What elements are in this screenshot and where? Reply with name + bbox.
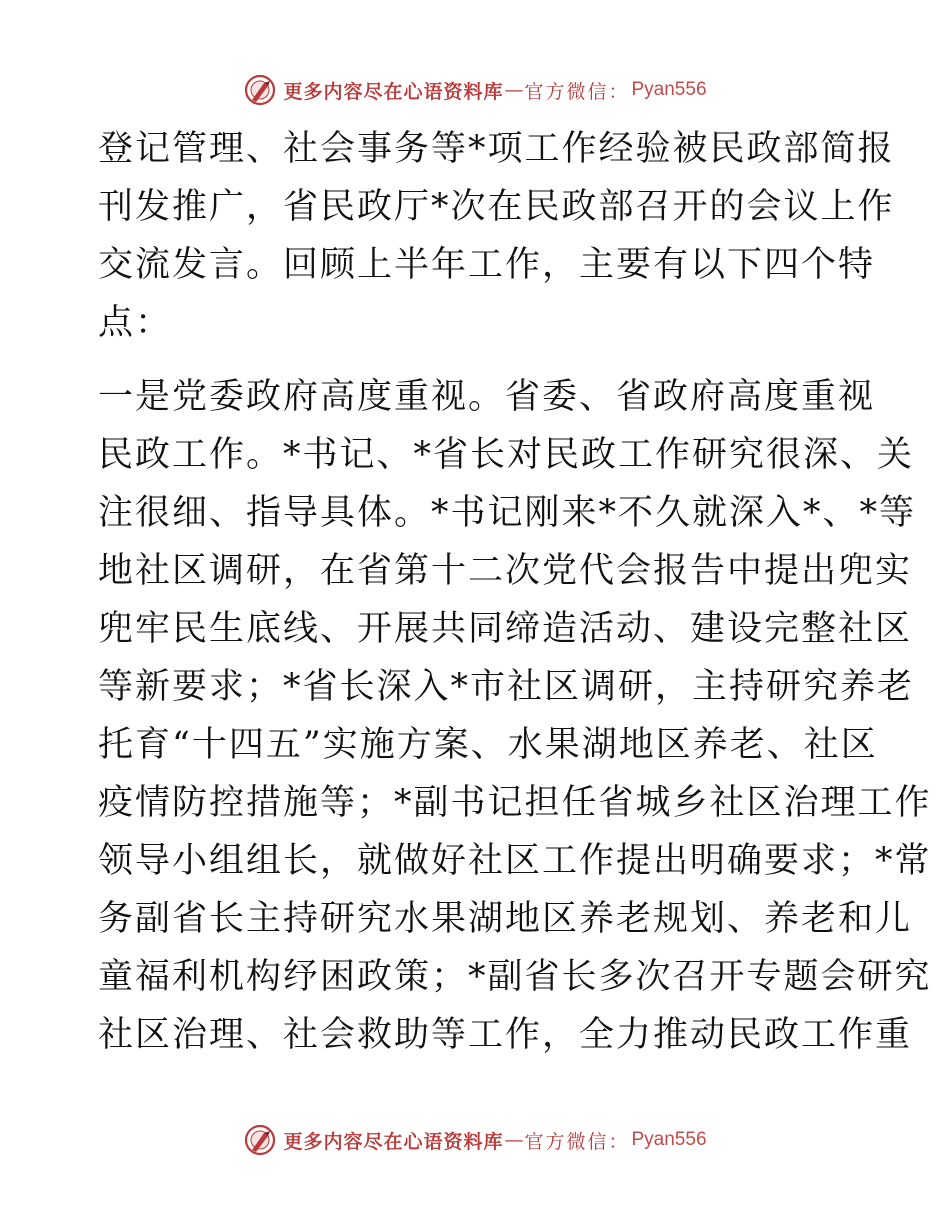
paragraph-1 — [98, 120, 895, 352]
text-line: 童福利机构纾困政策；*副省长多次召开专题会研究 — [98, 957, 932, 997]
watermark-wechat-id: Pyan556 — [631, 1129, 707, 1150]
text-line: 疫情防控措施等；*副书记担任省城乡社区治理工作 — [98, 783, 932, 823]
text-line: 务副省长主持研究水果湖地区养老规划、养老和儿 — [98, 899, 913, 939]
text-line: 登记管理、社会事务等*项工作经验被民政部简报 — [98, 129, 895, 169]
pen-nib-logo-icon — [243, 1123, 277, 1157]
text-line: 民政工作。*书记、*省长对民政工作研究很深、关 — [98, 435, 915, 475]
text-line: 兜牢民生底线、开展共同缔造活动、建设完整社区 — [98, 609, 913, 649]
text-line: 等新要求；*省长深入*市社区调研，主持研究养老 — [98, 667, 915, 707]
watermark-wechat-id: Pyan556 — [631, 79, 707, 100]
text-line: 地社区调研，在省第十二次党代会报告中提出兜实 — [98, 551, 913, 591]
watermark-dash: — — [504, 79, 524, 101]
text-line: 交流发言。回顾上半年工作，主要有以下四个特 — [98, 245, 876, 285]
header-watermark — [0, 72, 950, 108]
footer-watermark — [0, 1122, 950, 1158]
paragraph-2 — [98, 368, 932, 1064]
text-line: 刊发推广，省民政厅*次在民政部召开的会议上作 — [98, 187, 895, 227]
watermark-text: 更多内容尽在心语资料库 — [283, 1130, 504, 1153]
watermark-wechat-label: 官方微信： — [524, 80, 630, 103]
watermark-text: 更多内容尽在心语资料库 — [283, 80, 504, 103]
text-line: 领导小组组长，就做好社区工作提出明确要求；*常 — [98, 841, 932, 881]
text-line: 点： — [98, 303, 173, 343]
document-body — [98, 120, 932, 1064]
watermark-wechat-label: 官方微信： — [524, 1130, 630, 1153]
text-line: 社区治理、社会救助等工作，全力推动民政工作重 — [98, 1015, 913, 1055]
text-line: 托育“十四五”实施方案、水果湖地区养老、社区 — [98, 725, 878, 765]
text-line: 注很细、指导具体。*书记刚来*不久就深入*、*等 — [98, 493, 917, 533]
text-line: 一是党委政府高度重视。省委、省政府高度重视 — [98, 377, 876, 417]
pen-nib-logo-icon — [243, 73, 277, 107]
watermark-dash: — — [504, 1129, 524, 1151]
